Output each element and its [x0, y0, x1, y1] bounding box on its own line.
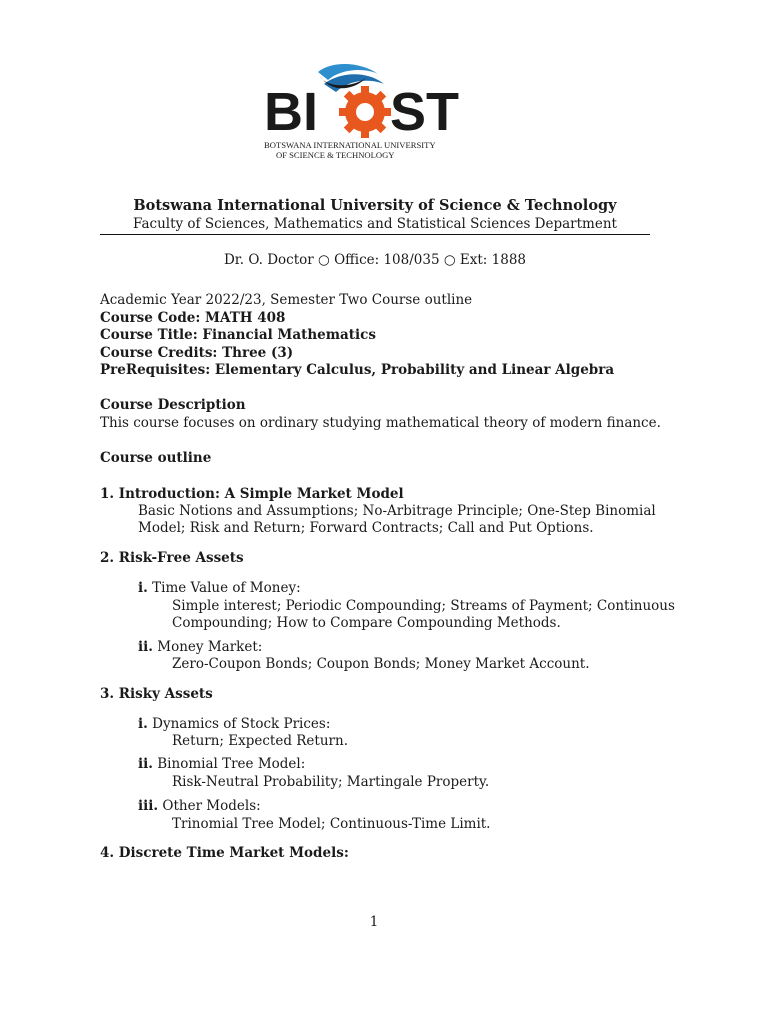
subsection-3i-line1: Return; Expected Return.	[172, 733, 348, 749]
logo-letters-left: BI	[264, 82, 318, 142]
subsection-2i-line2: Compounding; How to Compare Compounding Methods.	[172, 615, 561, 631]
subsection-number: i.	[138, 580, 148, 596]
subsection-title: Dynamics of Stock Prices:	[152, 716, 331, 732]
blue-swoosh-icon	[324, 74, 384, 92]
gear-icon	[339, 86, 391, 138]
subsection-3iii-line1: Trinomial Tree Model; Continuous-Time Limit.	[172, 816, 491, 832]
section-title: Discrete Time Market Models:	[118, 845, 349, 861]
subsection-3i-heading	[138, 716, 330, 733]
subsection-number: iii.	[138, 798, 159, 814]
subsection-title: Time Value of Money:	[152, 580, 301, 596]
subsection-number: i.	[138, 716, 148, 732]
faculty-name: Faculty of Sciences, Mathematics and Statistical Sciences Department	[133, 216, 617, 232]
section-title: Introduction: A Simple Market Model	[118, 486, 404, 502]
university-name: Botswana International University of Science & Technology	[133, 197, 617, 214]
subsection-2i-line1: Simple interest; Periodic Compounding; Streams of Payment; Continuous	[172, 598, 675, 614]
subsection-title: Money Market:	[157, 639, 263, 655]
subsection-number: ii.	[138, 639, 153, 655]
section-title: Risky Assets	[118, 686, 213, 702]
section-1-heading	[100, 486, 404, 502]
subsection-2i-heading	[138, 580, 301, 597]
section-2-heading	[100, 550, 244, 566]
section-1-line1: Basic Notions and Assumptions; No-Arbitrage Principle; One-Step Binomial	[138, 503, 656, 519]
section-4-heading	[100, 845, 349, 861]
section-title: Risk-Free Assets	[118, 550, 244, 566]
description-heading: Course Description	[100, 397, 246, 413]
logo-letters-right: ST	[390, 82, 460, 142]
subsection-3iii-heading	[138, 798, 261, 815]
header-divider	[100, 234, 650, 235]
subsection-3ii-line1: Risk-Neutral Probability; Martingale Property.	[172, 774, 490, 790]
subsection-title: Binomial Tree Model:	[157, 756, 306, 772]
description-text: This course focuses on ordinary studying mathematical theory of modern finance.	[100, 415, 661, 431]
academic-year: Academic Year 2022/23, Semester Two Course outline	[100, 292, 473, 308]
contact-line: Dr. O. Doctor ○ Office: 108/035 ○ Ext: 1888	[223, 252, 527, 268]
logo-caption-line2: OF SCIENCE & TECHNOLOGY	[276, 150, 395, 160]
subsection-3ii-heading	[138, 756, 305, 773]
section-3-heading	[100, 686, 213, 702]
course-title: Course Title: Financial Mathematics	[100, 327, 376, 343]
subsection-title: Other Models:	[162, 798, 261, 814]
biust-logo-graphic	[262, 58, 486, 166]
subsection-2ii-heading	[138, 639, 262, 656]
section-number: 2.	[100, 550, 115, 566]
outline-heading: Course outline	[100, 450, 212, 466]
subsection-number: ii.	[138, 756, 153, 772]
logo-caption-line1: BOTSWANA INTERNATIONAL UNIVERSITY	[264, 140, 436, 150]
university-logo	[262, 58, 486, 166]
page-number: 1	[369, 914, 379, 930]
subsection-2ii-line1: Zero-Coupon Bonds; Coupon Bonds; Money Market Account.	[172, 656, 590, 672]
course-credits: Course Credits: Three (3)	[100, 345, 294, 361]
course-prerequisites: PreRequisites: Elementary Calculus, Probability and Linear Algebra	[100, 362, 615, 378]
section-1-line2: Model; Risk and Return; Forward Contracts; Call and Put Options.	[138, 520, 594, 536]
section-number: 1.	[100, 486, 115, 502]
section-number: 3.	[100, 686, 115, 702]
course-code: Course Code: MATH 408	[100, 310, 286, 326]
section-number: 4.	[100, 845, 115, 861]
